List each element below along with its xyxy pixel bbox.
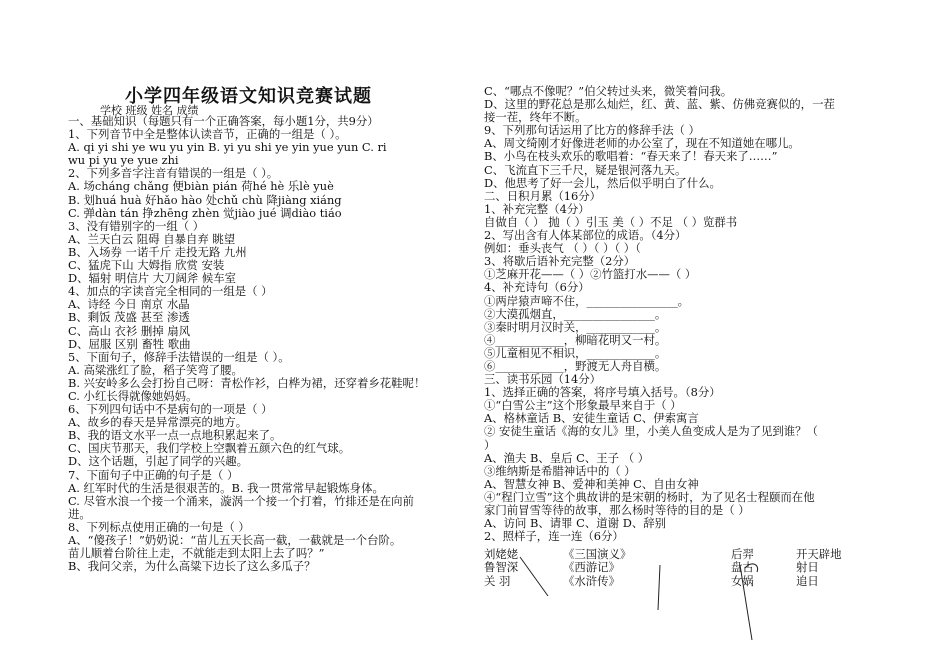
text-line: 3、将歇后语补充完整（2分） [484,254,636,269]
match-item: 关 羽 [484,573,511,588]
text-line: 1、选择正确的答案，将序号填入括号。（8分） [484,385,721,400]
text-line: C. 尽管水浪一个接一个涌来，漩涡一个接一个打着，竹排还是在向前 [68,493,414,508]
text-line: 一、基础知识（每题只有一个正确答案，每小题1分，共9分） [68,114,379,128]
text-line: A、诗经 今日 南京 水晶 [68,297,190,312]
text-line: A、兰天白云 阻碍 自暴自弃 眺望 [68,231,236,246]
text-line: C、猛虎下山 大姆指 欣赏 安装 [68,258,225,273]
text-line: B、我的语文水平一点一点地积累起来了。 [68,428,282,443]
text-line: 二、日积月累（16分） [484,188,602,203]
text-line: A、故乡的春天是异常漂亮的地方。 [68,415,248,430]
pen-line [658,565,660,610]
text-line: 4、补充诗句（6分） [484,280,590,295]
text-line: D、辐射 明信片 大刀阔斧 候车室 [68,271,237,286]
text-line: ⑥____________，野渡无人舟自横。 [484,358,667,373]
text-line: 苗儿顺着台阶往上走，不就能走到太阳上去了吗？” [68,546,325,561]
text-line: ①芝麻开花——（ ）②竹篮打水——（ ） [484,267,697,282]
student-info-line: 学校 班级 姓名 成绩 [100,104,199,117]
text-line: 2、写出含有人体某部位的成语。（4分） [484,228,687,243]
text-line: C. 弹dàn tán 挣zhēng zhèn 觉jiào jué 调diào tiáo [68,205,342,220]
text-line: B、我问父亲，为什么高粱下边长了这么多瓜子？ [68,559,316,574]
text-line: 1、下列音节中全是整体认读音节，正确的一组是（ ）。 [68,127,347,142]
text-line: A、访问 B、请罪 C、道谢 D、辞别 [484,516,666,531]
text-line: ） [484,437,496,452]
text-line: 3、没有错别字的一组（ ） [68,218,205,233]
text-line: 9、下列那句话运用了比方的修辞手法（ ） [484,123,700,138]
text-line: wu pi yu ye yue zhi [68,153,179,168]
text-line: 例如：垂头丧气 （ ）（ ）（ ）（ [484,241,641,256]
match-item: 追日 [796,573,819,588]
text-line: 1、补充完整（4分） [484,201,590,216]
text-line: 7、下面句子中正确的句子是（ ） [68,467,239,482]
text-line: A、渔夫 B、皇后 C、王子 （ ） [484,450,650,465]
text-line: C. 小红长得就像她妈妈。 [68,388,198,403]
match-item: 《三国演义》 [563,547,632,561]
text-line: 2、照样子，连一连（6分） [484,529,624,544]
text-line: C、高山 衣衫 删掉 扇风 [68,323,191,338]
text-line: 8、下列标点使用正确的一句是（ ） [68,519,250,534]
text-line: B、剩饭 茂盛 甚至 渗透 [68,310,190,325]
match-item: 《水浒传》 [563,573,620,588]
text-line: 6、下列四句话中不是病句的一项是（ ） [68,402,273,417]
text-line: A、智慧女神 B、爱神和美神 C、自由女神 [484,476,699,491]
match-item: 刘姥姥 [484,547,519,561]
text-line: ①两岸猿声啼不住，________________。 [484,293,690,308]
match-item: 射日 [796,560,819,575]
text-line: ④____________，柳暗花明又一村。 [484,332,667,347]
match-item: 后羿 [731,547,754,561]
text-line: 家门前冒雪等待的故事，那么杨时等待的目的是（ ） [484,503,750,517]
text-line: ②大漠孤烟直，________________。 [484,306,667,321]
text-line: ⑤儿童相见不相识，____________。 [484,345,667,360]
text-line: ④“程门立雪”这个典故讲的是宋朝的杨时，为了见名士程颐而在他 [484,489,815,504]
text-line: ③维纳斯是希腊神话中的（ ） [484,463,636,478]
match-item: 盘古 [731,560,754,575]
text-line: 5、下面句子，修辞手法错误的一组是（ ）。 [68,349,290,364]
text-line: 三、读书乐园（14分） [484,372,602,387]
text-line: A. 场cháng chǎng 便biàn pián 荷hé hè 乐lè yuè [68,179,334,194]
text-line: A、“傻孩子！”奶奶说：“苗儿五天长高一截，一截就是一个台阶。 [68,533,402,547]
text-line: C、国庆节那天，我们学校上空飘着五颜六色的红气球。 [68,441,351,456]
text-line: B、入场券 一诺千斤 走投无路 九州 [68,244,247,259]
text-line: 接一茬，终年不断。 [484,110,587,125]
text-line: B. 兴安岭多么会打扮自己呀：青松作衫，白桦为裙，还穿着乡花鞋呢！ [68,375,426,390]
text-line: C、“哪点不像呢？”伯父转过头来，微笑着问我。 [484,84,733,98]
text-line: D、他思考了好一会儿，然后似乎明白了什么。 [484,175,721,190]
text-line: 4、加点的字读音完全相同的一组是（ ） [68,284,273,299]
text-line: C、飞流直下三千尺，疑是银河落九天。 [484,162,687,177]
text-line: A、格林童话 B、安徒生童话 C、伊索寓言 [484,411,699,426]
text-line: A. 红军时代的生活是很艰苦的。B. 我一贯常常早起锻炼身体。 [68,480,384,495]
match-item: 女娲 [731,573,754,588]
text-line: ② 安徒生童话《海的女儿》里，小美人鱼变成人是为了见到谁？（ [484,424,818,439]
pen-line [520,557,548,596]
text-line: 进。 [68,506,91,521]
page-title: 小学四年级语文知识竞赛试题 [125,86,372,107]
text-line: A. 高粱涨红了脸，稻子笑弯了腰。 [68,362,243,377]
text-line: D、屈服 区别 畜牲 歌曲 [68,336,191,351]
match-item: 开天辟地 [796,547,842,561]
match-item: 《西游记》 [563,560,620,575]
text-line: A、周文绮刚才好像进老师的办公室了，现在不知道她在哪儿。 [484,136,800,151]
text-line: ③秦时明月汉时关，____________。 [484,319,667,334]
text-line: D、这里的野花总是那么灿烂，红、黄、蓝、紫、仿佛竞赛似的，一茬 [484,97,835,112]
text-line: D、这个话题，引起了同学的兴趣。 [68,454,248,469]
text-line: 自做自（ ） 抛（ ）引玉 美（ ）不足 （ ）览群书 [484,214,738,229]
text-line: A. qi yi shi ye wu yu yin B. yi yu shi ye yin yue yun C. ri [68,140,387,155]
text-line: B. 划huá huà 好hǎo hào 处chǔ chù 降jiàng xiáng [68,192,342,207]
text-line: 2、下列多音字注音有错误的一组是（ ）。 [68,166,279,181]
text-line: B、小鸟在枝头欢乐的歌唱着：“春天来了！春天来了……” [484,149,778,164]
pen-line [740,565,752,640]
text-line: ①“白雪公主”这个形象最早来自于（ ） [484,398,682,413]
pen-scribble [745,564,758,572]
match-item: 鲁智深 [484,560,519,575]
